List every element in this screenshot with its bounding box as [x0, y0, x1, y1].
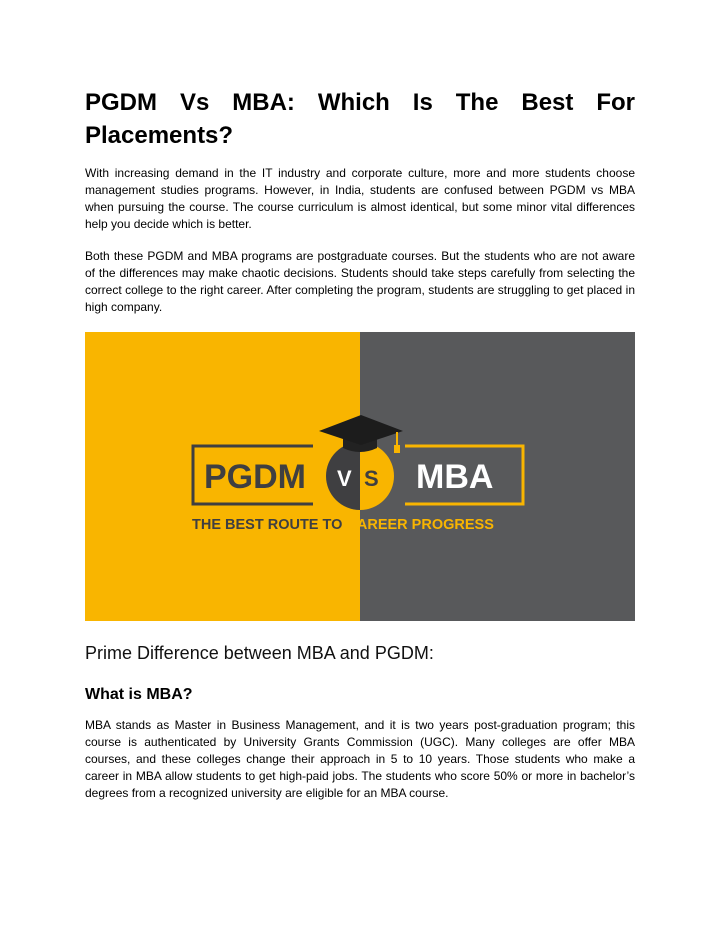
cap-board: [319, 415, 403, 445]
section-heading: Prime Difference between MBA and PGDM:: [85, 643, 434, 663]
pgdm-vs-mba-banner: [85, 332, 635, 621]
subsection-heading: What is MBA?: [85, 686, 193, 703]
mba-paragraph: MBA stands as Master in Business Management, and it is two years post-graduation program; this course is authenticated by University Grants Commission (UGC). Many colleges are offer MBA courses, and these colleges change their approach in 5 to 10 years. Those students who make a career in MBA allow students to get high-paid jobs. The students who score 50% or more in bachelor’s degrees from a recognized university are eligible for an MBA course.: [85, 718, 635, 800]
second-paragraph: Both these PGDM and MBA programs are postgraduate courses. But the students who are not aware of the differences may make chaotic decisions. Students should take steps carefully from selecting the correct college to the right career. After completing the program, students are struggling to get placed in high company.: [85, 249, 635, 314]
banner-pgdm-word: PGDM: [204, 458, 306, 496]
banner-vs-s: S: [364, 466, 379, 491]
tagline-right: CAREER PROGRESS: [346, 517, 494, 533]
banner-tagline: [192, 517, 494, 533]
graduation-cap-icon: [319, 415, 403, 453]
banner-mba-word: MBA: [416, 458, 494, 496]
tagline-left: THE BEST ROUTE TO: [192, 517, 347, 533]
page-title: PGDM Vs MBA: Which Is The Best For Placements?: [85, 89, 635, 149]
cap-tassel: [394, 445, 400, 453]
intro-paragraph: With increasing demand in the IT industry and corporate culture, more and more students choose management studies programs. However, in India, students are confused between PGDM vs MBA when pursuing the course. The course curriculum is almost identical, but some minor vital differences help you decide which is better.: [85, 166, 635, 231]
banner-vs-v: V: [337, 466, 352, 491]
banner-graphic: [85, 332, 635, 621]
